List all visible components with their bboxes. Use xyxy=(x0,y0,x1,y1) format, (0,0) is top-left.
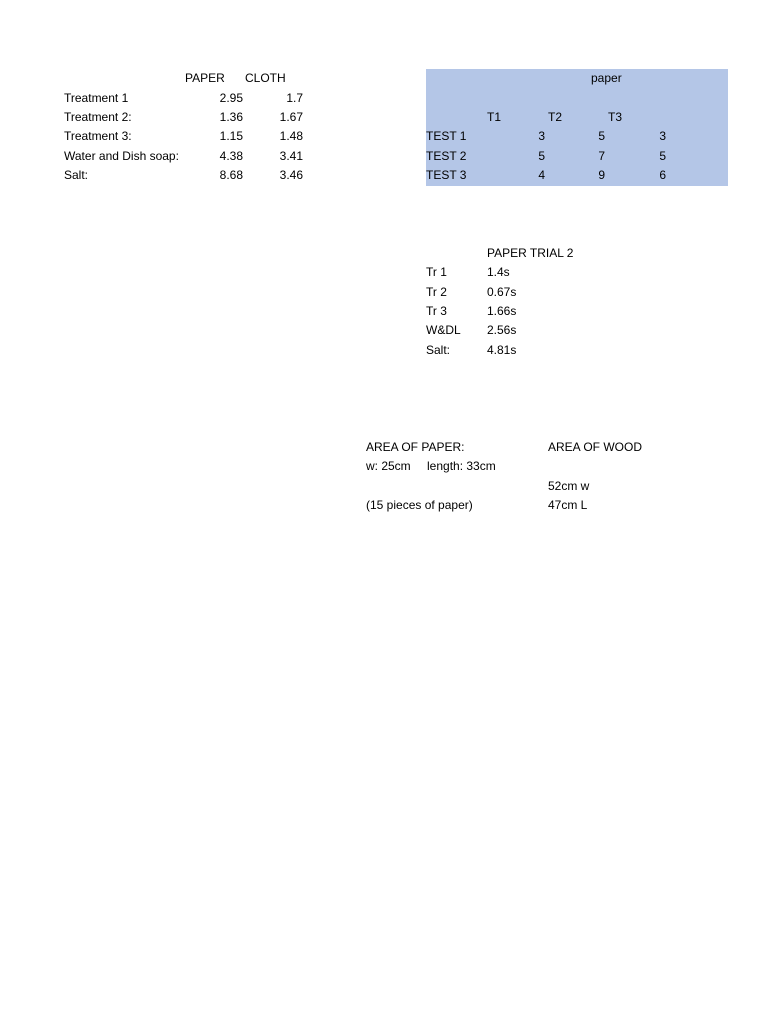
area-of-wood-heading: AREA OF WOOD xyxy=(548,440,643,454)
treatment-cloth-value: 1.7 xyxy=(286,91,303,105)
cloth-column-header: CLOTH xyxy=(245,71,286,85)
paper-test-value: 3 xyxy=(538,129,545,143)
treatment-row-label: Salt: xyxy=(64,168,89,182)
trial-row-label: Tr 2 xyxy=(426,285,447,299)
paper-test-row-label: TEST 2 xyxy=(426,149,467,163)
trial-row-value: 1.66s xyxy=(487,304,517,318)
trial-row-label: Tr 3 xyxy=(426,304,447,318)
treatment-cloth-value: 3.46 xyxy=(279,168,303,182)
paper-test-value: 9 xyxy=(598,168,605,182)
trial-row-label: W&DL xyxy=(426,323,461,337)
paper-tests-title: paper xyxy=(591,71,622,85)
paper-test-row-label: TEST 1 xyxy=(426,129,467,143)
paper-test-value: 3 xyxy=(659,129,666,143)
treatment-paper-value: 2.95 xyxy=(219,91,243,105)
trial-row-label: Tr 1 xyxy=(426,265,447,279)
treatment-row-label: Water and Dish soap: xyxy=(64,149,179,163)
treatment-cloth-value: 3.41 xyxy=(279,149,303,163)
treatment-row-label: Treatment 3: xyxy=(64,129,132,143)
trial-row-value: 4.81s xyxy=(487,343,517,357)
paper-width: w: 25cm xyxy=(366,459,411,473)
paper-tests-column-t2: T2 xyxy=(548,110,563,124)
treatment-cloth-value: 1.48 xyxy=(279,129,303,143)
treatment-paper-value: 1.15 xyxy=(219,129,243,143)
paper-tests-column-t1: T1 xyxy=(487,110,502,124)
wood-length: 47cm L xyxy=(548,498,588,512)
treatment-row-label: Treatment 2: xyxy=(64,110,132,124)
paper-length: length: 33cm xyxy=(427,459,496,473)
wood-width: 52cm w xyxy=(548,479,590,493)
paper-test-row-label: TEST 3 xyxy=(426,168,467,182)
trial-row-value: 0.67s xyxy=(487,285,517,299)
treatment-paper-value: 1.36 xyxy=(219,110,243,124)
treatment-paper-value: 4.38 xyxy=(219,149,243,163)
trial-row-value: 1.4s xyxy=(487,265,510,279)
paper-test-value: 5 xyxy=(659,149,666,163)
area-of-paper-heading: AREA OF PAPER: xyxy=(366,440,465,454)
paper-test-value: 5 xyxy=(538,149,545,163)
trial-row-label: Salt: xyxy=(426,343,451,357)
paper-test-value: 6 xyxy=(659,168,666,182)
trial-row-value: 2.56s xyxy=(487,323,517,337)
treatment-row-label: Treatment 1 xyxy=(64,91,129,105)
treatment-paper-value: 8.68 xyxy=(219,168,243,182)
paper-column-header: PAPER xyxy=(185,71,225,85)
paper-pieces-note: (15 pieces of paper) xyxy=(366,498,473,512)
treatment-cloth-value: 1.67 xyxy=(279,110,303,124)
paper-tests-column-t3: T3 xyxy=(608,110,623,124)
paper-trial-2-title: PAPER TRIAL 2 xyxy=(487,246,574,260)
paper-test-value: 7 xyxy=(598,149,605,163)
paper-test-value: 5 xyxy=(598,129,605,143)
paper-test-value: 4 xyxy=(538,168,545,182)
